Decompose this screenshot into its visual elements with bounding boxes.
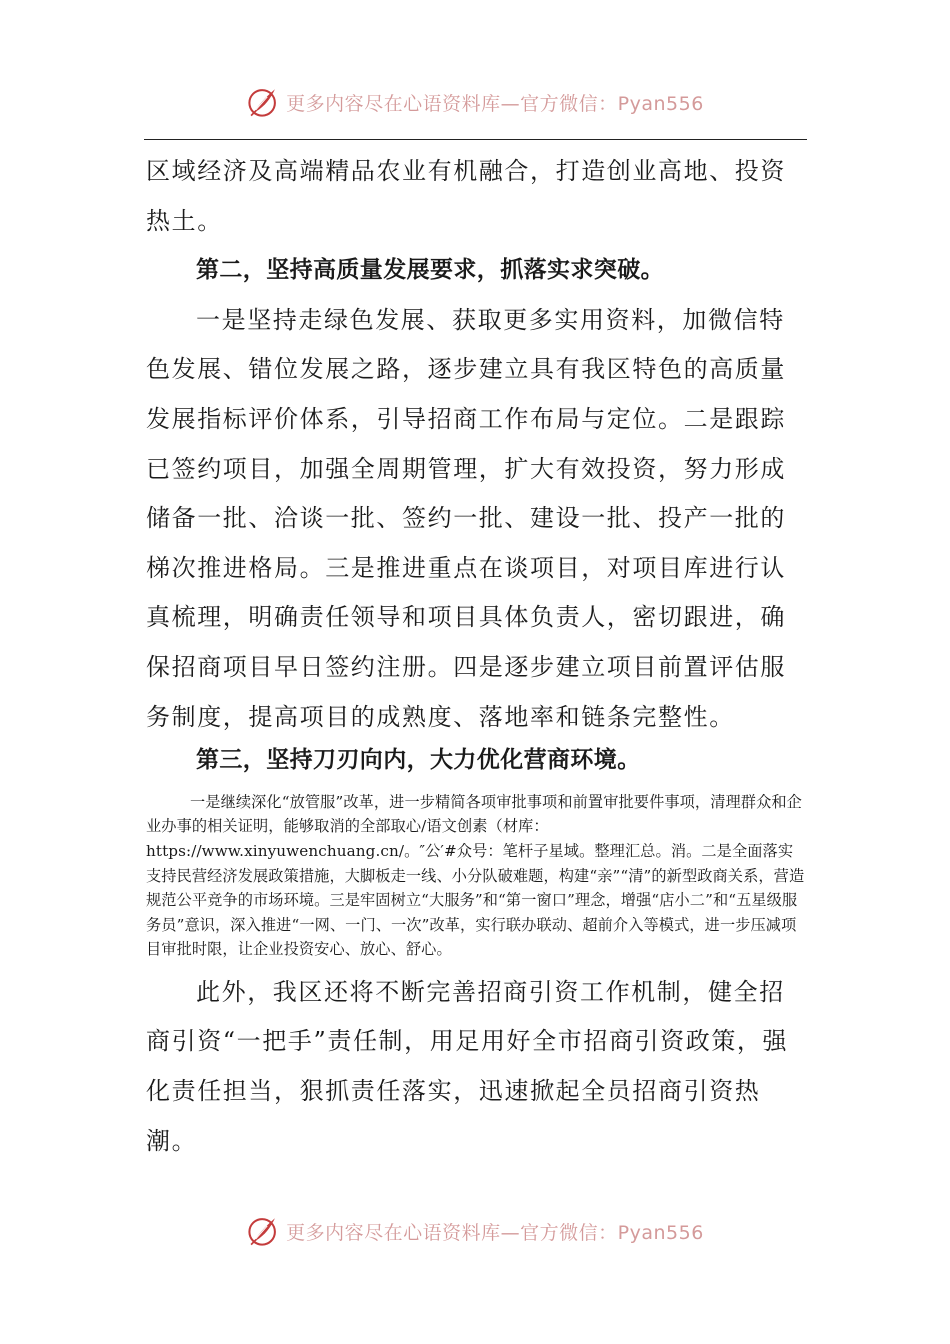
- header-divider: [144, 139, 807, 140]
- paragraph-1: 区域经济及高端精品农业有机融合，打造创业高地、投资热土。: [146, 157, 786, 235]
- heading-3: 第三，坚持刀刃向内，大力优化营商环境。: [196, 747, 641, 774]
- header-banner-text: 更多内容尽在心语资料库—官方微信：Pyan556: [286, 92, 704, 115]
- heading-2: 第二，坚持高质量发展要求，抓落实求突破。: [196, 257, 664, 284]
- footer-banner-text: 更多内容尽在心语资料库—官方微信：Pyan556: [286, 1221, 704, 1244]
- paragraph-2: 一是坚持走绿色发展、获取更多实用资料，加微信特色发展、错位发展之路，逐步建立具有我区特色的高质量发展指标评价体系，引导招商工作布局与定位。二是跟踪已签约项目，加强全周期管理，扩大有效投资，努力形成储备一批、洽谈一批、签约一批、建设一批、投产一批的梯次推进格局。三是推进重点在谈项目，对项目库进行认真梳理，明确责任领导和项目具体负责人，密切跟进，确保招商项目早日签约注册。四是逐步建立项目前置评估服务制度，提高项目的成熟度、落地率和链条完整性。: [146, 305, 786, 731]
- document-body: [146, 147, 806, 1166]
- paragraph-4: 此外，我区还将不断完善招商引资工作机制，健全招商引资“一把手”责任制，用足用好全市招商引资政策，强化责任担当，狠抓责任落实，迅速掀起全员招商引资热潮。: [146, 977, 789, 1155]
- paragraph-3-small: 一是继续深化“放管服”改革，进一步精简各项审批事项和前置审批要件事项，清理群众和企业办事的相关证明，能够取消的全部取心/语文创素（材库：https://www.xinyuwenchuang.cn/。″公′#众号：笔杆子星域。整理汇总。消。二是全面落实支持民营经济发展政策措施，大脚板走一线、小分队破难题，构建“亲”“清”的新型政商关系，营造规范公平竞争的市场环境。三是牢固树立“大服务”和“第一窗口”理念，增强“店小二”和“五星级服务员”意识，深入推进“一网、一门、一次”改革，实行联办联动、超前介入等模式，进一步压减项目审批时限，让企业投资安心、放心、舒心。: [146, 792, 805, 959]
- header-banner: [0, 80, 950, 124]
- footer-banner: [0, 1209, 950, 1253]
- quill-pen-logo-icon: [246, 85, 280, 119]
- quill-pen-logo-icon: [246, 1214, 280, 1248]
